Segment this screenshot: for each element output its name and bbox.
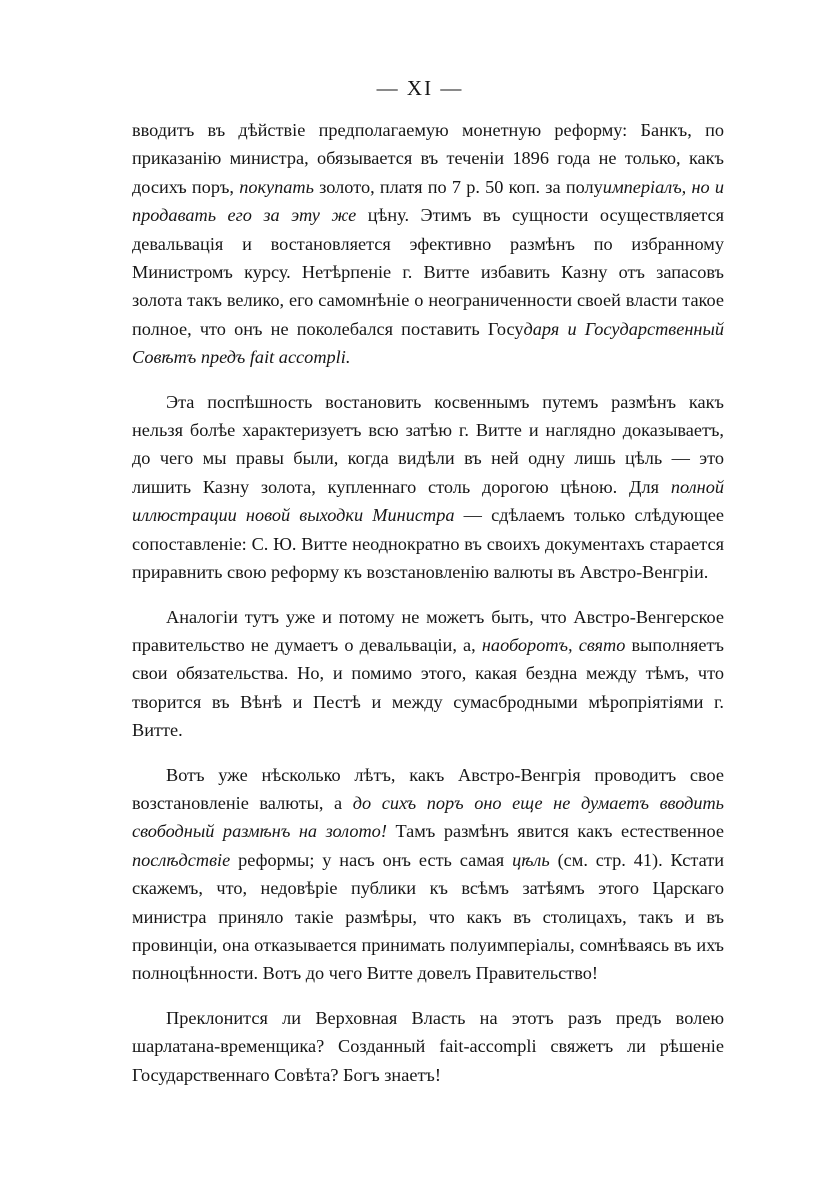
emphasized-text: даря и Государственный Совѣтъ предъ fait accompli. <box>132 318 724 368</box>
paragraph-3 <box>132 603 724 745</box>
page-number: — XI — <box>376 76 464 100</box>
text-run: Преклонится ли Верховная Власть на этотъ разъ предъ волею шарлатана-временщика? Созданный fait-accompli свяжетъ ли рѣшеніе Государственнаго Совѣта? Богъ знаетъ! <box>132 1007 724 1085</box>
emphasized-text: послѣдствіе <box>132 849 231 870</box>
emphasized-text: наоборотъ, свято <box>481 634 626 655</box>
emphasized-text: покупать <box>239 176 314 197</box>
paragraph-4 <box>132 761 724 988</box>
text-run: Тамъ размѣнъ явится какъ естественное <box>386 821 724 842</box>
emphasized-text: полной иллюстрации новой выходки Министра <box>132 476 724 526</box>
text-run: цѣну. Этимъ въ сущности осуществляется девальвація и востановляется эфективно размѣнъ по избранному Министромъ курсу. Нетѣрпеніе г. Витте избавить Казну отъ запасовъ золота такъ велико, его самомнѣніе о неограниченности своей власти такое полное, что онъ не поколебался поставить Госу <box>132 205 724 339</box>
text-run: Эта поспѣшность востановить косвеннымъ путемъ размѣнъ какъ нельзя болѣе характеризуетъ всю затѣю г. Витте и наглядно доказываетъ, до чего мы правы были, когда видѣли въ ней одну лишь цѣль — это лишить Казну золота, купленнаго столь дорогою цѣною. Для <box>132 391 724 497</box>
emphasized-text: импеpiалъ, но и продавать его за эту же <box>132 176 725 226</box>
text-run: Аналогіи тутъ уже и потому не можетъ быть, что Австро-Венгерское правительство не думаетъ о девальваціи, а, <box>132 606 724 655</box>
text-run: (см. стр. 41). Кстати скажемъ, что, недовѣріе публики къ всѣмъ затѣямъ этого Царскаго министра приняло такіе размѣры, что какъ въ столицахъ, такъ и въ провинціи, она отказывается принимать полуимперіалы, сомнѣваясь въ ихъ полноцѣнности. Вотъ до чего Витте довелъ Правительство! <box>132 849 725 984</box>
emphasized-text: до сихъ поръ оно еще не думаетъ вводить свободный размѣнъ на золото! <box>132 792 725 842</box>
text-run: золото, платя по 7 р. 50 коп. за полу <box>313 176 603 197</box>
text-run: Вотъ уже нѣсколько лѣтъ, какъ Австро-Венгрія проводитъ свое возстановленіе валюты, а <box>132 764 724 813</box>
text-run: реформы; у насъ онъ есть самая <box>230 849 513 870</box>
body-text <box>132 116 724 1105</box>
text-run: выполняетъ свои обязательства. Но, и помимо этого, какая бездна между тѣмъ, что творится въ Вѣнѣ и Пестѣ и между сумасбродными мѣропріятіями г. Витте. <box>132 634 724 741</box>
paragraph-2 <box>132 388 724 587</box>
paragraph-1 <box>132 116 724 372</box>
paragraph-5 <box>132 1004 724 1089</box>
text-run: — сдѣлаемъ только слѣдующее сопоставленіе: С. Ю. Витте неоднократно въ своихъ документахъ старается приравнить свою реформу къ возстановленію валюты въ Австро-Венгріи. <box>132 505 725 583</box>
text-run: вводитъ въ дѣйствіе предполагаемую монетную реформу: Банкъ, по приказанію министра, обязывается въ теченіи 1896 года не только, какъ досихъ поръ, <box>132 120 724 197</box>
emphasized-text: цѣль <box>512 849 550 870</box>
